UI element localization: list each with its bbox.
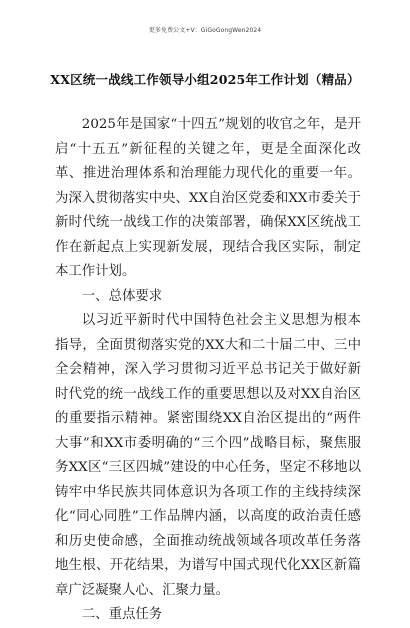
document-body xyxy=(55,113,361,628)
section-heading-general-requirements: 一、总体要求 xyxy=(81,288,163,304)
document-title: XX区统一战线工作领导小组2025年工作计划（精品） xyxy=(50,72,360,87)
header-note: 更多免费公文+V：GiGoGongWen2024 xyxy=(148,27,262,34)
section-heading-key-tasks: 二、重点任务 xyxy=(81,607,163,622)
general-requirements-paragraph: 以习近平新时代中国特色社会主义思想为根本指导，全面贯彻落实党的XX大和二十届二中、三中全会精神，深入学习贯彻习近平总书记关于做好新时代党的统一战线工作的重要思想以及对XX自治区的重要指示精神。紧密围绕XX自治区提出的“两件大事”和XX市委明确的“三个四”战略目标，聚焦服务XX区“三区四城”建设的中心任务，坚定不移地以铸牢中华民族共同体意识为各项工作的主线持续深化“同心同胜”工作品牌内涵，以高度的政治责任感和历史使命感，全面推动统战领域各项改革任务落地生根、开花结果，为谱写中国式现代化XX区新篇章广泛凝聚人心、汇聚力量。 xyxy=(55,313,361,598)
intro-paragraph: 2025年是国家“十四五”规划的收官之年，是开启“十五五”新征程的关键之年，更是全面深化改革、推进治理体系和治理能力现代化的重要一年。为深入贯彻落实中央、XX自治区党委和XX市委关于新时代统一战线工作的决策部署，确保XX区统战工作在新起点上实现新发展，现结合我区实际，制定本工作计划。 xyxy=(55,117,361,279)
